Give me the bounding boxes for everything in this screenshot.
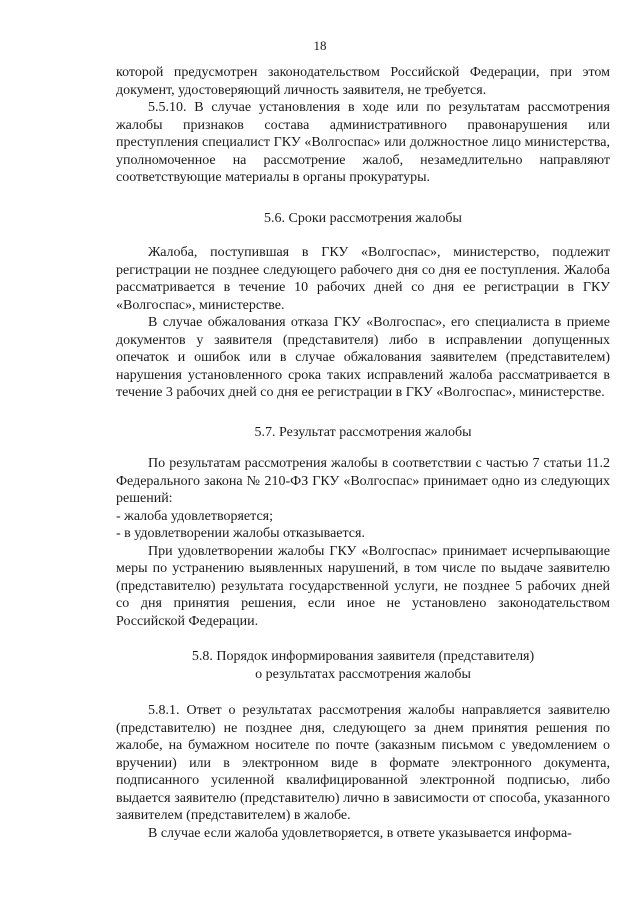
section-5-6-body	[116, 244, 610, 402]
section-heading-5-6	[116, 210, 610, 228]
section-5-7-body	[116, 455, 610, 630]
paragraph-5-7-2: При удовлетворении жалобы ГКУ «Волгоспас» принимает исчерпывающие меры по устранению выявленных нарушений, в том числе по выдаче заявителю (представителю) результата государственной услуги, не позднее 5 рабочих дней со дня принятия решения, если иное не установлено законодательством Российской Федерации.	[116, 543, 610, 629]
paragraph-5-5-10: 5.5.10. В случае установления в ходе или по результатам рассмотрения жалобы признаков состава административного правонарушения или преступления специалист ГКУ «Волгоспас» или должностное лицо министерства, уполномоченное на рассмотрение жалоб, незамедлительно направляют соответствующие материалы в органы прокуратуры.	[116, 100, 610, 185]
list-item: - жалоба удовлетворяется;	[116, 508, 273, 524]
paragraph-5-8-last: В случае если жалоба удовлетворяется, в ответе указывается информа-	[148, 825, 572, 841]
page-number: 18	[313, 38, 327, 53]
paragraph-5-8-1: 5.8.1. Ответ о результатах рассмотрения жалобы направляется заявителю (представителю) не позднее дня, следующего за днем принятия решения по жалобе, на бумажном носителе по почте (заказным письмом с уведомлением о вручении) или в электронном виде в формате электронного документа, подписанного усиленной квалифицированной электронной подписью, либо выдается заявителю (представителю) лично в зависимости от способа, указанного заявителем (представителем) в жалобе.	[116, 703, 610, 823]
heading-line-1: 5.8. Порядок информирования заявителя (представителя)	[191, 649, 535, 664]
section-5-8-body	[116, 702, 610, 842]
paragraph-5-7-1: По результатам рассмотрения жалобы в соответствии с частью 7 статьи 11.2 Федерального закона № 210-ФЗ ГКУ «Волгоспас» принимает одно из следующих решений:	[116, 456, 610, 506]
paragraph-5-6-1: Жалоба, поступившая в ГКУ «Волгоспас», министерство, подлежит регистрации не позднее следующего рабочего дня со дня ее поступления. Жалоба рассматривается в течение 10 рабочих дней со дня ее регистрации в ГКУ «Волгоспас», министерстве.	[116, 245, 610, 313]
section-heading-5-8	[116, 648, 610, 684]
list-item: - в удовлетворении жалобы отказывается.	[116, 526, 365, 541]
heading-text: 5.7. Результат рассмотрения жалобы	[254, 425, 472, 440]
intro-block	[116, 64, 610, 187]
paragraph-5-6-2: В случае обжалования отказа ГКУ «Волгоспас», его специалиста в приеме документов у заявителя (представителя) либо в исправлении допущенных опечаток и ошибок или в случае обжалования заявителем (представителем) нарушения установленного срока таких исправлений жалоба рассматривается в течение 3 рабочих дней со дня ее регистрации в ГКУ «Волгоспас», министерстве.	[116, 315, 610, 400]
section-heading-5-7	[116, 424, 610, 442]
heading-text: 5.6. Сроки рассмотрения жалобы	[264, 211, 462, 226]
heading-line-2: о результатах рассмотрения жалобы	[255, 667, 471, 682]
continuation-paragraph: которой предусмотрен законодательством Российской Федерации, при этом документ, удостоверяющий личность заявителя, не требуется.	[116, 65, 610, 98]
